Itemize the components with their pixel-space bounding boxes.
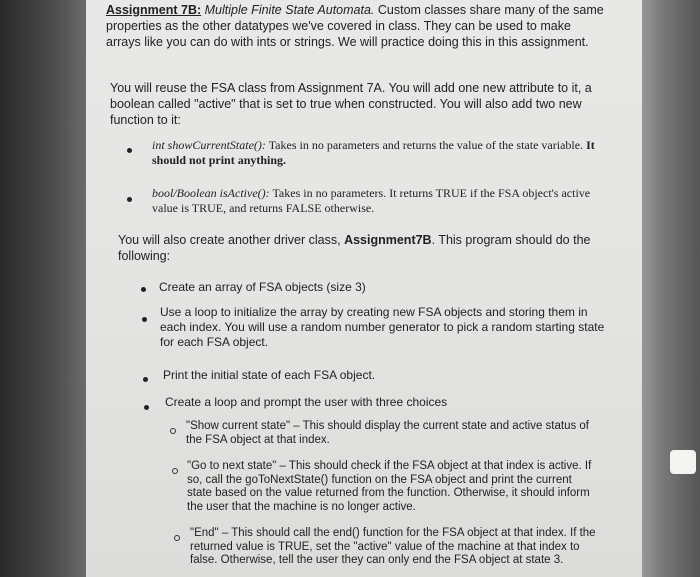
document-page	[86, 0, 642, 577]
assignment-subtitle: Multiple Finite State Automata.	[204, 3, 375, 17]
sub-bullet-ring	[170, 428, 176, 434]
step-item: Print the initial state of each FSA object.	[163, 368, 376, 382]
choice-item-go-to-next-state: "Go to next state" – This should check if the FSA object at that index is active. If so, call the goToNextState() function on the FSA object and print the current state based on the value returned from the function. Otherwise, it should inform the user that the machine is no longer active.	[187, 460, 592, 513]
function-note: It should not print anything.	[152, 138, 595, 167]
assignment-title: Assignment 7B:	[106, 3, 202, 17]
function-description: Takes in no parameters. It returns TRUE if the FSA object's active value is TRUE, and returns FALSE otherwise.	[152, 186, 591, 215]
step-item: Create a loop and prompt the user with three choices	[165, 395, 448, 409]
function-signature: int showCurrentState():	[152, 138, 266, 152]
driver-class-name: Assignment7B	[344, 233, 432, 247]
sub-bullet-ring	[174, 535, 180, 541]
light-glare	[670, 450, 696, 474]
function-description: Takes in no parameters and returns the value of the state variable.	[268, 138, 584, 152]
step-item: Use a loop to initialize the array by creating new FSA objects and storing them in each index. You will use a random number generator to pick a random starting state for each FSA object.	[160, 305, 605, 349]
intro-text: Custom classes share many of the same properties as the other datatypes we've covered in class. They can be used to make arrays like you can do with ints or strings. We will practice doing this in this assignment.	[106, 3, 604, 49]
sub-bullet-ring	[172, 468, 178, 474]
bullet-dot	[143, 377, 148, 382]
background-left	[0, 0, 86, 577]
bullet-dot	[127, 197, 132, 202]
background-right	[640, 0, 700, 577]
bullet-dot	[142, 317, 147, 322]
step-item: Create an array of FSA objects (size 3)	[159, 280, 366, 294]
driver-text-after: . This program should do the following:	[118, 233, 591, 263]
function-item-showcurrentstate	[152, 138, 622, 168]
reuse-paragraph: You will reuse the FSA class from Assignment 7A. You will add one new attribute to it, a boolean called "active" that is set to true when constructed. You will also add two new function to it:	[110, 81, 592, 127]
bullet-dot	[144, 405, 149, 410]
function-signature: bool/Boolean isActive():	[152, 186, 270, 200]
driver-paragraph	[118, 232, 598, 264]
choice-item-show-current-state: "Show current state" – This should display the current state and active status of the FSA object at that index.	[186, 420, 589, 446]
bullet-dot	[127, 148, 132, 153]
intro-paragraph	[106, 2, 606, 50]
function-item-isactive	[152, 186, 612, 216]
driver-text-before: You will also create another driver class,	[118, 233, 341, 247]
choice-item-end: "End" – This should call the end() function for the FSA object at that index. If the returned value is TRUE, set the "active" value of the machine at that index to false. Otherwise, tell the user they can only end the FSA object at state 3.	[190, 527, 596, 566]
bullet-dot	[141, 287, 146, 292]
